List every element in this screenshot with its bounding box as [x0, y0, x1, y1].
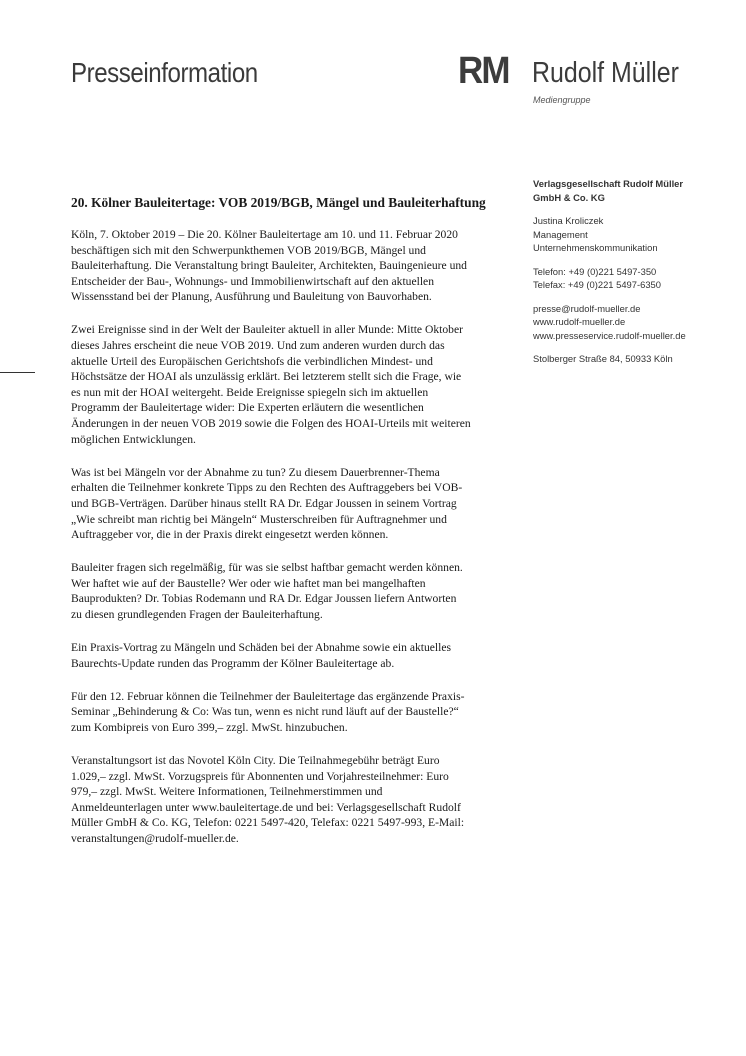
paragraph-line: möglichen Entwicklungen. [71, 432, 196, 446]
company-line: Verlagsgesellschaft Rudolf Müller [533, 178, 684, 189]
logo-mark: RM [458, 50, 509, 92]
paragraph-line: Änderungen in der neuen VOB 2019 sowie die Folgen des HOAI-Urteils mit weiteren [71, 417, 471, 431]
paragraph-line: Baurechts-Update runden das Programm der Kölner Bauleitertage ab. [71, 656, 395, 670]
fax-line: Telefax: +49 (0)221 5497-6350 [533, 279, 661, 290]
paragraph-line: Auftraggeber vor, die in der Praxis direkt eingesetzt werden können. [71, 528, 389, 542]
paragraph-line: aktuelle Urteil des Europäischen Gerichtshofs die verbindlichen Mindest- und [71, 354, 433, 368]
sidebar-phones [533, 265, 733, 292]
sidebar-web [533, 302, 733, 343]
paragraph-line: Ein Praxis-Vortrag zu Mängeln und Schäden bei der Abnahme sowie ein aktuelles [71, 641, 452, 655]
paragraph-line: Programm der Bauleitertage wider: Die Experten erläutern die wesentlichen [71, 401, 424, 415]
sidebar-contact-person [533, 214, 733, 255]
sidebar-contact [533, 177, 733, 376]
article-paragraph [71, 227, 507, 305]
paragraph-line: zum Kombipreis von Euro 399,– zzgl. MwSt. hinzubuchen. [71, 720, 348, 734]
address-line: Stolberger Straße 84, 50933 Köln [533, 353, 673, 364]
paragraph-line: 1.029,– zzgl. MwSt. Vorzugspreis für Abonnenten und Vorjahresteilnehmer: Euro [71, 769, 449, 783]
paragraph-line: Entscheider der Bau-, Wohnungs- und Immobilienwirtschaft auf den aktuellen [71, 274, 434, 288]
contact-line: Management [533, 228, 588, 240]
paragraph-line: Was ist bei Mängeln vor der Abnahme zu tun? Zu diesem Dauerbrenner-Thema [71, 465, 440, 479]
paragraph-line: Seminar „Behinderung & Co: Was tun, wenn es nicht rund läuft auf der Baustelle?“ [71, 705, 459, 719]
article-paragraph [71, 689, 507, 736]
paragraph-line: es nun mit der HOAI weitergeht. Beide Ereignisse spiegeln sich im aktuellen [71, 385, 429, 399]
paragraph-line: Bauprodukten? Dr. Tobias Rodemann und RA Dr. Edgar Joussen liefern Antworten [71, 592, 457, 606]
phone-line: Telefon: +49 (0)221 5497-350 [533, 265, 657, 277]
logo-subtitle: Mediengruppe [533, 95, 591, 105]
paragraph-line: und BGB-Verträgen. Darüber hinaus stellt RA Dr. Edgar Joussen in seinem Vortrag [71, 496, 457, 510]
article-headline: 20. Kölner Bauleitertage: VOB 2019/BGB, Mängel und Bauleiterhaftung [71, 195, 486, 210]
article-paragraph [71, 640, 507, 671]
paragraph-line: Wissensstand bei der Planung, Ausführung und Bauleitung von Bauvorhaben. [71, 290, 432, 304]
article-paragraph [71, 322, 507, 447]
paragraph-line: 979,– zzgl. MwSt. Weitere Informationen, Teilnehmerstimmen und [71, 785, 383, 799]
contact-line: Justina Kroliczek [533, 215, 604, 226]
paragraph-line: veranstaltungen@rudolf-mueller.de. [71, 832, 239, 845]
paragraph-line: Anmeldeunterlagen unter www.bauleitertage.de und bei: Verlagsgesellschaft Rudolf [71, 800, 461, 814]
paragraph-line: erhalten die Teilnehmer konkrete Tipps zu den Rechten des Auftraggebers bei VOB- [71, 481, 463, 495]
paragraph-line: Köln, 7. Oktober 2019 – Die 20. Kölner Bauleitertage am 10. und 11. Februar 2020 [71, 228, 458, 241]
contact-line: Unternehmenskommunikation [533, 242, 658, 253]
website-link[interactable]: www.rudolf-mueller.de [533, 316, 626, 327]
presseservice-link[interactable]: www.presseservice.rudolf-mueller.de [533, 329, 686, 341]
fold-mark [0, 372, 35, 373]
paragraph-line: Bauleiterhaftung. Die Veranstaltung bringt Bauleiter, Architekten, Bauingenieure und [71, 259, 467, 273]
article-paragraph [71, 753, 507, 847]
article-body [71, 227, 507, 847]
article [71, 194, 507, 864]
logo-name: Rudolf Müller [532, 57, 679, 89]
paragraph-line: Veranstaltungsort ist das Novotel Köln City. Die Teilnahmegebühr beträgt Euro [71, 754, 440, 768]
paragraph-line: Bauleiter fragen sich regelmäßig, für was sie selbst haftbar gemacht werden können. [71, 561, 463, 575]
sidebar-address [533, 352, 733, 366]
paragraph-line: „Wie schreibt man richtig bei Mängeln“ Musterschreiben für Auftragnehmer und [71, 512, 447, 526]
paragraph-line: Wer haftet wie auf der Baustelle? Wer oder wie haftet man bei mangelhaften [71, 576, 426, 590]
paragraph-line: Zwei Ereignisse sind in der Welt der Bauleiter aktuell in aller Munde: Mitte Oktober [71, 323, 463, 337]
company-line: GmbH & Co. KG [533, 191, 605, 203]
article-paragraph [71, 560, 507, 622]
paragraph-line: zu diesen grundlegenden Fragen der Bauleiterhaftung. [71, 607, 323, 621]
sidebar-company [533, 177, 733, 204]
paragraph-line: beschäftigen sich mit den Schwerpunkthemen VOB 2019/BGB, Mängel und [71, 243, 426, 257]
page-title: Presseinformation [71, 57, 258, 88]
paragraph-line: Müller GmbH & Co. KG, Telefon: 0221 5497-420, Telefax: 0221 5497-993, E-Mail: [71, 816, 465, 830]
paragraph-line: Für den 12. Februar können die Teilnehmer der Bauleitertage das ergänzende Praxis- [71, 689, 465, 703]
company-logo [458, 50, 679, 105]
article-paragraph [71, 465, 507, 543]
paragraph-line: dieses Jahres erscheint die neue VOB 2019. Und zum anderen wurden durch das [71, 339, 445, 353]
email-link[interactable]: presse@rudolf-mueller.de [533, 302, 641, 314]
paragraph-line: Höchstsätze der HOAI als unzulässig erklärt. Bei letzterem stellt sich die Frage, wie [71, 370, 462, 384]
